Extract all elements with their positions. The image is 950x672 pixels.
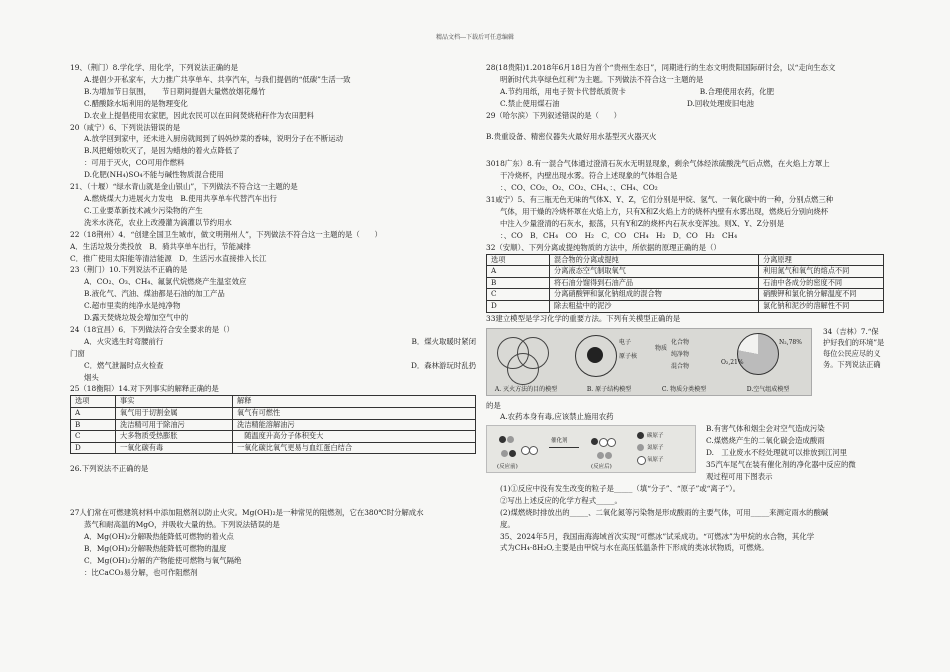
q22-opt-cd: C．推广使用太阳能等清洁能源 D．生活污水直接排入长江	[70, 253, 267, 263]
q34-stem: 34（吉林）7.“保护好我们的环境”是每位公民应尽的义务。下列说法正确	[823, 326, 885, 369]
q31-stem-cont: 气体，用干燥的冷烧杯罩在火焰上方，只有X和Z火焰上方的烧杯内壁有水雾出现，燃烧后分别向烧杯	[500, 207, 829, 217]
right-column	[486, 62, 884, 554]
q36-stem-cont: 式为CH₄·8H₂O,主要是由甲烷与水在高压低温条件下形成的类冰状物质，可燃烧。	[500, 543, 769, 553]
molecule-icon	[507, 436, 514, 443]
table-row: C 分离硝酸钾和氯化钠组成的混合物 硝酸钾和氯化钠分解温度不同	[487, 289, 884, 301]
table-row: B 洗洁精可用于除油污 洗洁精能溶解油污	[71, 419, 476, 431]
q30-stem-cont: 干冷烧杯，内壁出现水雾。符合上述现象的气体组合是	[500, 171, 678, 181]
table-row: D 除去粗盐中的泥沙 氯化钠和泥沙的溶解性不同	[487, 301, 884, 313]
arrow-icon	[549, 447, 579, 448]
molecule-icon	[499, 436, 506, 443]
q34-opt-b: B.有害气体和烟尘会对空气造成污染	[706, 424, 825, 434]
q34-options-right	[706, 423, 884, 483]
q36-stem: 35、2024年5月，我国南海海域首次实现“可燃冰”试采成功。“可燃冰”为甲烷的水合物，其化学	[500, 531, 815, 541]
q24-row-ab: A．火灾逃生时弯腰前行 B．煤火取暖时紧闭	[84, 336, 476, 346]
nitrogen-atom-icon	[637, 444, 644, 451]
label-catalyst: 催化剂	[551, 438, 568, 445]
q34-opt-a: A.农药本身有毒,应该禁止施用农药	[500, 412, 614, 422]
q33-stem: 33建立模型是学习化学的重要方法。下列有关模型正确的是	[486, 313, 681, 323]
table-header-row: 选项 混合物的分离或提纯 分离原理	[487, 254, 884, 266]
molecule-icon	[591, 438, 598, 445]
model-figure	[486, 328, 812, 396]
q31-stem: 31咸宁）5、有三瓶无色无味的气体X、Y、Z，它们分别是甲烷、氢气、一氧化碳中的一种，分别点燃三种	[486, 195, 834, 205]
spacer	[486, 122, 884, 131]
q20-opt-b: B.风把蜡烛吹灭了，是因为蜡烛的着火点降低了	[84, 146, 240, 156]
atom-nucleus-icon	[587, 347, 603, 363]
molecule-icon	[607, 438, 616, 447]
figure-caption-d: D.空气组成模型	[746, 385, 790, 393]
q28-stem-cont: 明新时代共享绿色红利”为主题。下列做法不符合这一主题的是	[500, 74, 704, 84]
q24-stem: 24（18宜昌）6．下列做法符合安全要求的是（）	[70, 324, 234, 334]
figure-caption-a: A. 灭火方法的目的模型	[494, 385, 558, 393]
q22-stem: 22（18荆州）4．“创建全国卫生城市，做文明荆州人”，下列做法不符合这一主题的是（ ）	[70, 229, 382, 239]
molecule-icon	[501, 450, 508, 457]
molecule-icon	[605, 452, 612, 459]
q29-stem: 29（哈尔滨）下列叙述错误的是（ ）	[486, 110, 622, 120]
q19-opt-d: D.农业上提倡使用农家肥，因此农民可以在田间焚烧秸秆作为农田肥料	[84, 110, 314, 120]
q35-stem-cont: 观过程可用下图表示	[706, 472, 773, 481]
q31-options: ：、CO B．CH₄ CO H₂ C．CO CH₄ H₂ D．CO H₂ CH₄	[500, 230, 738, 240]
molecule-icon	[529, 446, 538, 455]
q25-stem: 25（18衡阳）14.对下列事实的解释正确的是	[70, 384, 219, 394]
q26-stem: 26.下列说法不正确的是	[70, 464, 149, 474]
q19-stem: 19、（荆门）8.学化学、用化学，下列说法正确的是	[70, 63, 238, 72]
label-compound: 化合物	[671, 338, 690, 346]
q24-wrap-b: 门窗	[70, 348, 85, 358]
q35-stem: 35汽车尾气在装有催化剂的净化器中反应的微	[706, 460, 856, 470]
figure-caption-c: C. 物质分类模型	[661, 385, 707, 393]
table-row: D 一氧化碳有毒 一氧化碳比氧气更易与血红蛋白结合	[71, 442, 476, 454]
table-row: C 大多物质受热膨胀 随温度升高分子体积变大	[71, 431, 476, 443]
q20-opt-a: A.放学回到家中，还未进入厨房就闻到了妈妈炒菜的香味，说明分子在不断运动	[84, 134, 343, 144]
q35-figure-row	[486, 423, 884, 483]
q24-row-cd: C．燃气泄漏时点火检查 D．森林游玩时乱扔	[84, 360, 476, 370]
q19-opt-a: A.提倡少开私家车，大力推广共享单车、共享汽车，与我们提倡的“低碳”生活一致	[84, 74, 351, 84]
figure-caption-b: B. 原子结构模型	[586, 385, 632, 393]
q20-opt-c: ：可用于灭火，CO可用作燃料	[84, 158, 185, 168]
label-substance: 物质	[655, 344, 668, 352]
q34-stem-end: 的是	[486, 400, 501, 410]
q21-opt-d: 洗米水浇花，农业上改漫灌为滴灌以节约用水	[84, 217, 232, 227]
spacer	[486, 142, 884, 158]
q24-wrap-d: 烟头	[84, 372, 99, 382]
label-before: (反应前)	[497, 464, 518, 471]
q28-row-ab: A.节约用纸，用电子贺卡代替纸质贺卡 B.合理使用农药，化肥	[500, 86, 774, 96]
q23-opt-a: A．CO₂、O₃、CH₄、氟氯代烷燃烧产生温室效应	[84, 277, 247, 287]
q33-figure-row	[486, 328, 884, 396]
molecule-icon	[509, 450, 516, 457]
q34-opt-c: C.煤燃烧产生的二氧化碳会造成酸雨	[706, 436, 825, 446]
legend-carbon: 碳原子	[647, 433, 664, 440]
q28-row-cd: C.禁止使用煤石油 D.回收处理废旧电池	[500, 98, 754, 108]
q23-opt-c: C.超市里卖的纯净水是纯净物	[84, 301, 181, 311]
legend-nitrogen: 氮原子	[647, 445, 664, 452]
q27-opt-b: B．Mg(OH)₂分解吸热能降低可燃物的温度	[84, 543, 227, 553]
q29-opt-b: B.贵重设备、精密仪器失火最好用水基型灭火器灭火	[486, 131, 657, 141]
q31-stem-cont2: 中注入少量澄清的石灰水，振荡，只有Y和Z的烧杯内石灰水变浑浊。则X、Y、Z分别是	[500, 218, 784, 228]
label-after: (反应后)	[591, 464, 612, 471]
spacer	[70, 475, 476, 491]
spacer	[70, 491, 476, 507]
q27-stem-cont: 蒸气和耐高温的MgO，并吸收大量的热。下列说法错误的是	[84, 520, 280, 530]
label-o2: O₂,21%	[721, 358, 744, 366]
q27-opt-d: ：比CaCO₃易分解，也可作阻燃剂	[84, 567, 198, 577]
q35-part1-b: ②写出上述反应的化学方程式_____。	[500, 495, 622, 505]
q30-stem: 3018广东）8.有一混合气体通过澄清石灰水无明显现象，剩余气体经浓硫酸洗气后点燃，在火焰上方罩上	[486, 159, 830, 169]
q35-part2-cont: 度。	[500, 519, 515, 529]
q35-part2: (2)煤燃烧时排放出的_____、二氧化氮等污染物是形成酸雨的主要气体，可用_____来测定雨水的酸碱	[500, 507, 829, 517]
reaction-figure	[486, 425, 696, 473]
q34-opt-d: D. 工业废水不经处理就可以排放到江河里	[706, 448, 848, 458]
q20-stem: 20（咸宁）6、下列说法错误的是	[70, 122, 181, 132]
q27-stem: 27人们常在可燃建筑材料中添加阻燃剂以防止火灾。Mg(OH)₂是一种常见的阻燃剂，它在380℃时分解成水	[70, 508, 424, 518]
page-header: 精品文档---下载后可任意编辑	[435, 34, 515, 41]
q27-opt-a: A．Mg(OH)₂分解吸热能降低可燃物的着火点	[84, 532, 234, 542]
label-pure-substance: 纯净物	[671, 350, 690, 358]
label-mixture: 混合物	[671, 362, 690, 370]
q30-options: ：、CO、CO₂、O₂、CO₂、CH₄、：、CH₄、CO₂	[500, 183, 658, 193]
q25-table	[70, 395, 476, 454]
q21-opt-ab: A.燃烧煤大力进展火力发电 B.使用共享单车代替汽车出行	[84, 193, 277, 203]
q23-stem: 23（荆门）10.下列说法不正确的是	[70, 265, 188, 275]
table-row: B 将石油分馏得到石油产品 石油中各成分的密度不同	[487, 277, 884, 289]
q27-opt-c: C．Mg(OH)₂分解的产物能使可燃物与氧气隔绝	[84, 555, 242, 565]
table-header-row: 选项 事实 解释	[71, 396, 476, 408]
legend-oxygen: 氧原子	[647, 457, 664, 464]
carbon-atom-icon	[637, 432, 644, 439]
q19-opt-c: C.醋酸除水垢利用的是物理变化	[84, 98, 188, 108]
label-n2: N₂,78%	[779, 338, 802, 346]
q23-opt-d: D.露天焚烧垃圾会增加空气中的	[84, 313, 189, 323]
oxygen-atom-icon	[637, 456, 646, 465]
label-nucleus: 原子核	[619, 352, 638, 360]
fire-model-icon	[507, 353, 539, 385]
table-row: A 氧气用于切割金属 氧气有可燃性	[71, 407, 476, 419]
q20-opt-d: D.化肥(NH₄)SO₄不能与碱性物质混合使用	[84, 170, 224, 180]
left-column	[70, 62, 476, 579]
table-row: A 分离液态空气制取氧气 利用氮气和氧气的熔点不同	[487, 266, 884, 278]
q19-opt-b: B.为增加节日氛围， 节日期间提倡大量燃放烟花爆竹	[84, 86, 266, 96]
q23-opt-b: B.液化气、汽油、煤油都是石油的加工产品	[84, 289, 225, 299]
label-electron: 电子	[619, 338, 632, 346]
q21-stem: 21、（十堰）“绿水青山就是金山银山”，下列做法不符合这一主题的是	[70, 182, 298, 192]
q21-opt-c: C.工业要革新技术减少污染物的产生	[84, 205, 203, 215]
spacer	[70, 454, 476, 463]
q32-stem: 32（安顺）、下列分离或提纯物质的方法中，所依据的原理正确的是（）	[486, 242, 721, 252]
molecule-icon	[597, 452, 604, 459]
q28-stem: 28(18贵阳)1.2018年6月18日为首个“贵州生态日”，同期进行的生态文明贵阳国际研讨会，以“走向生态文	[486, 63, 836, 72]
q35-part1: (1)①反应中没有发生改变的粒子是_____（填“分子”、“原子”或“离子”）。	[500, 483, 741, 493]
q32-table	[486, 254, 884, 313]
q22-opt-ab: A．生活垃圾分类投放 B．骑共享单车出行，节能减排	[70, 241, 251, 251]
